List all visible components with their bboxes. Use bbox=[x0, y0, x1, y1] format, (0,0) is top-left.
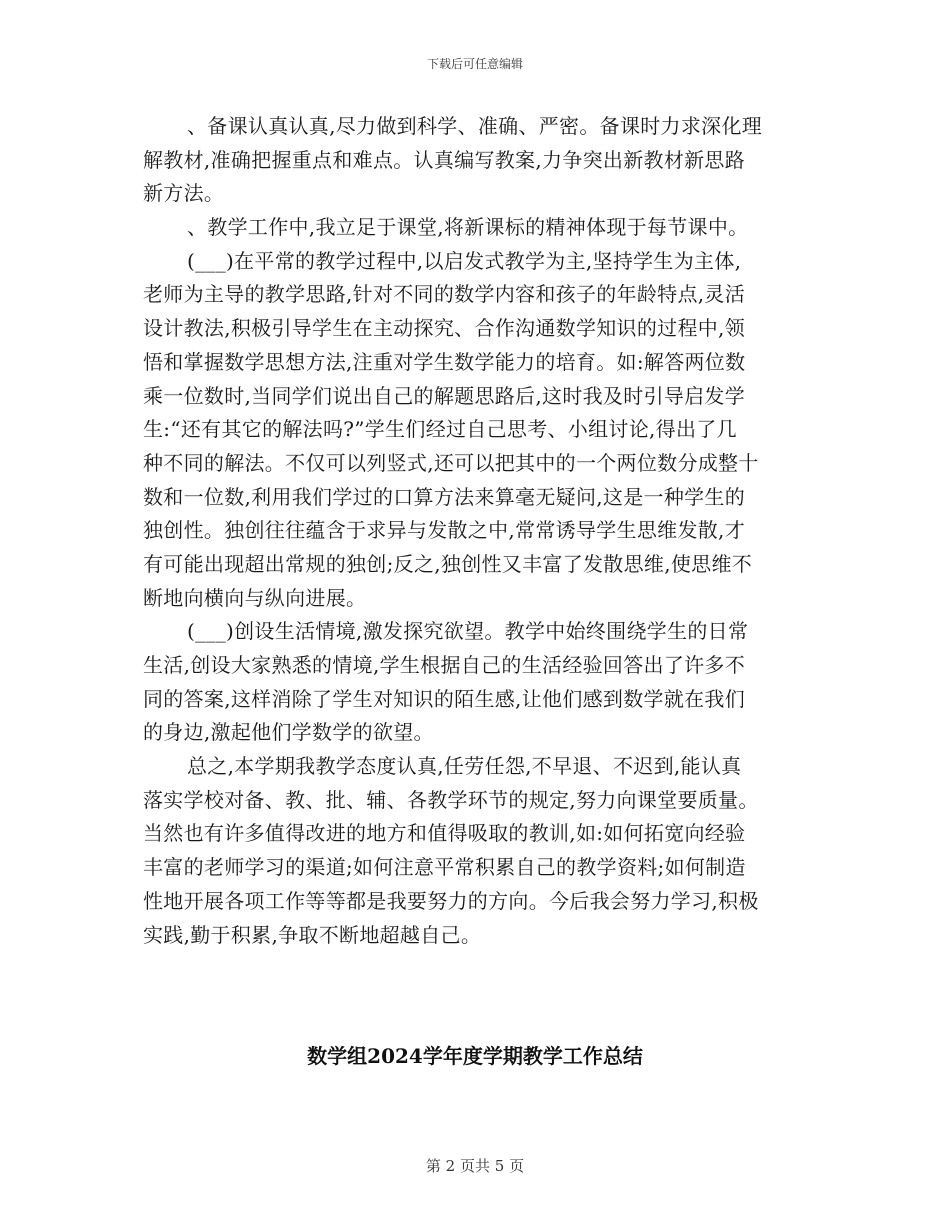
text-line: 数和一位数,利用我们学过的口算方法来算毫无疑问,这是一种学生的 bbox=[143, 484, 746, 509]
text-line: (___)创设生活情境,激发探究欲望。教学中始终围绕学生的日常 bbox=[187, 619, 749, 644]
text-line: 实践,勤于积累,争取不断地超越自己。 bbox=[143, 922, 482, 947]
text-line: 独创性。独创往往蕴含于求异与发散之中,常常诱导学生思维发散,才 bbox=[143, 518, 746, 543]
text-line: 的身边,激起他们学数学的欲望。 bbox=[143, 720, 434, 745]
text-line: 丰富的老师学习的渠道;如何注意平常积累自己的教学资料;如何制造 bbox=[143, 855, 746, 880]
text-line: 、备课认真认真,尽力做到科学、准确、严密。备课时力求深化理 bbox=[187, 114, 763, 138]
text-line: 生活,创设大家熟悉的情境,学生根据自己的生活经验回答出了许多不 bbox=[143, 653, 746, 677]
text-line: 断地向横向与纵向进展。 bbox=[143, 585, 367, 610]
text-line: 总之,本学期我教学态度认真,任劳任怨,不早退、不迟到,能认真 bbox=[187, 754, 742, 779]
paragraph-5 bbox=[143, 750, 813, 952]
page-header: 下载后可任意编辑 bbox=[426, 57, 523, 71]
text-line: 同的答案,这样消除了学生对知识的陌生感,让他们感到数学就在我们 bbox=[143, 686, 746, 711]
paragraph-2 bbox=[143, 211, 813, 245]
text-line: 当然也有许多值得改进的地方和值得吸取的教训,如:如何拓宽向经验 bbox=[143, 821, 746, 846]
text-line: 种不同的解法。不仅可以列竖式,还可以把其中的一个两位数分成整十 bbox=[143, 450, 759, 475]
page-footer: 第 2 页共 5 页 bbox=[425, 1157, 525, 1175]
text-line: 生:“还有其它的解法吗?”学生们经过自己思考、小组讨论,得出了几 bbox=[143, 417, 737, 442]
text-line: 新方法。 bbox=[143, 181, 225, 206]
text-line: 乘一位数时,当同学们说出自己的解题思路后,这时我及时引导启发学 bbox=[143, 383, 746, 408]
paragraph-4 bbox=[143, 615, 813, 750]
paragraph-3 bbox=[143, 245, 813, 616]
text-line: (___)在平常的教学过程中,以启发式教学为主,坚持学生为主体, bbox=[187, 248, 742, 273]
text-line: 性地开展各项工作等等都是我要努力的方向。今后我会努力学习,积极 bbox=[143, 888, 759, 913]
text-line: 有可能出现超出常规的独创;反之,独创性又丰富了发散思维,使思维不 bbox=[143, 551, 753, 576]
text-line: 设计教法,积极引导学生在主动探究、合作沟通数学知识的过程中,领 bbox=[143, 316, 746, 341]
text-line: 悟和掌握数学思想方法,注重对学生数学能力的培育。如:解答两位数 bbox=[143, 349, 746, 374]
section-title: 数学组2024学年度学期教学工作总结 bbox=[307, 1044, 643, 1068]
text-line: 解教材,准确把握重点和难点。认真编写教案,力争突出新教材新思路 bbox=[143, 147, 746, 172]
paragraph-1 bbox=[143, 110, 813, 211]
text-line: 老师为主导的教学思路,针对不同的数学内容和孩子的年龄特点,灵活 bbox=[143, 282, 746, 307]
text-line: 、教学工作中,我立足于课堂,将新课标的精神体现于每节课中。 bbox=[187, 215, 749, 240]
text-line: 落实学校对备、教、批、辅、各教学环节的规定,努力向课堂要质量。 bbox=[143, 787, 759, 812]
document-body bbox=[143, 110, 813, 952]
